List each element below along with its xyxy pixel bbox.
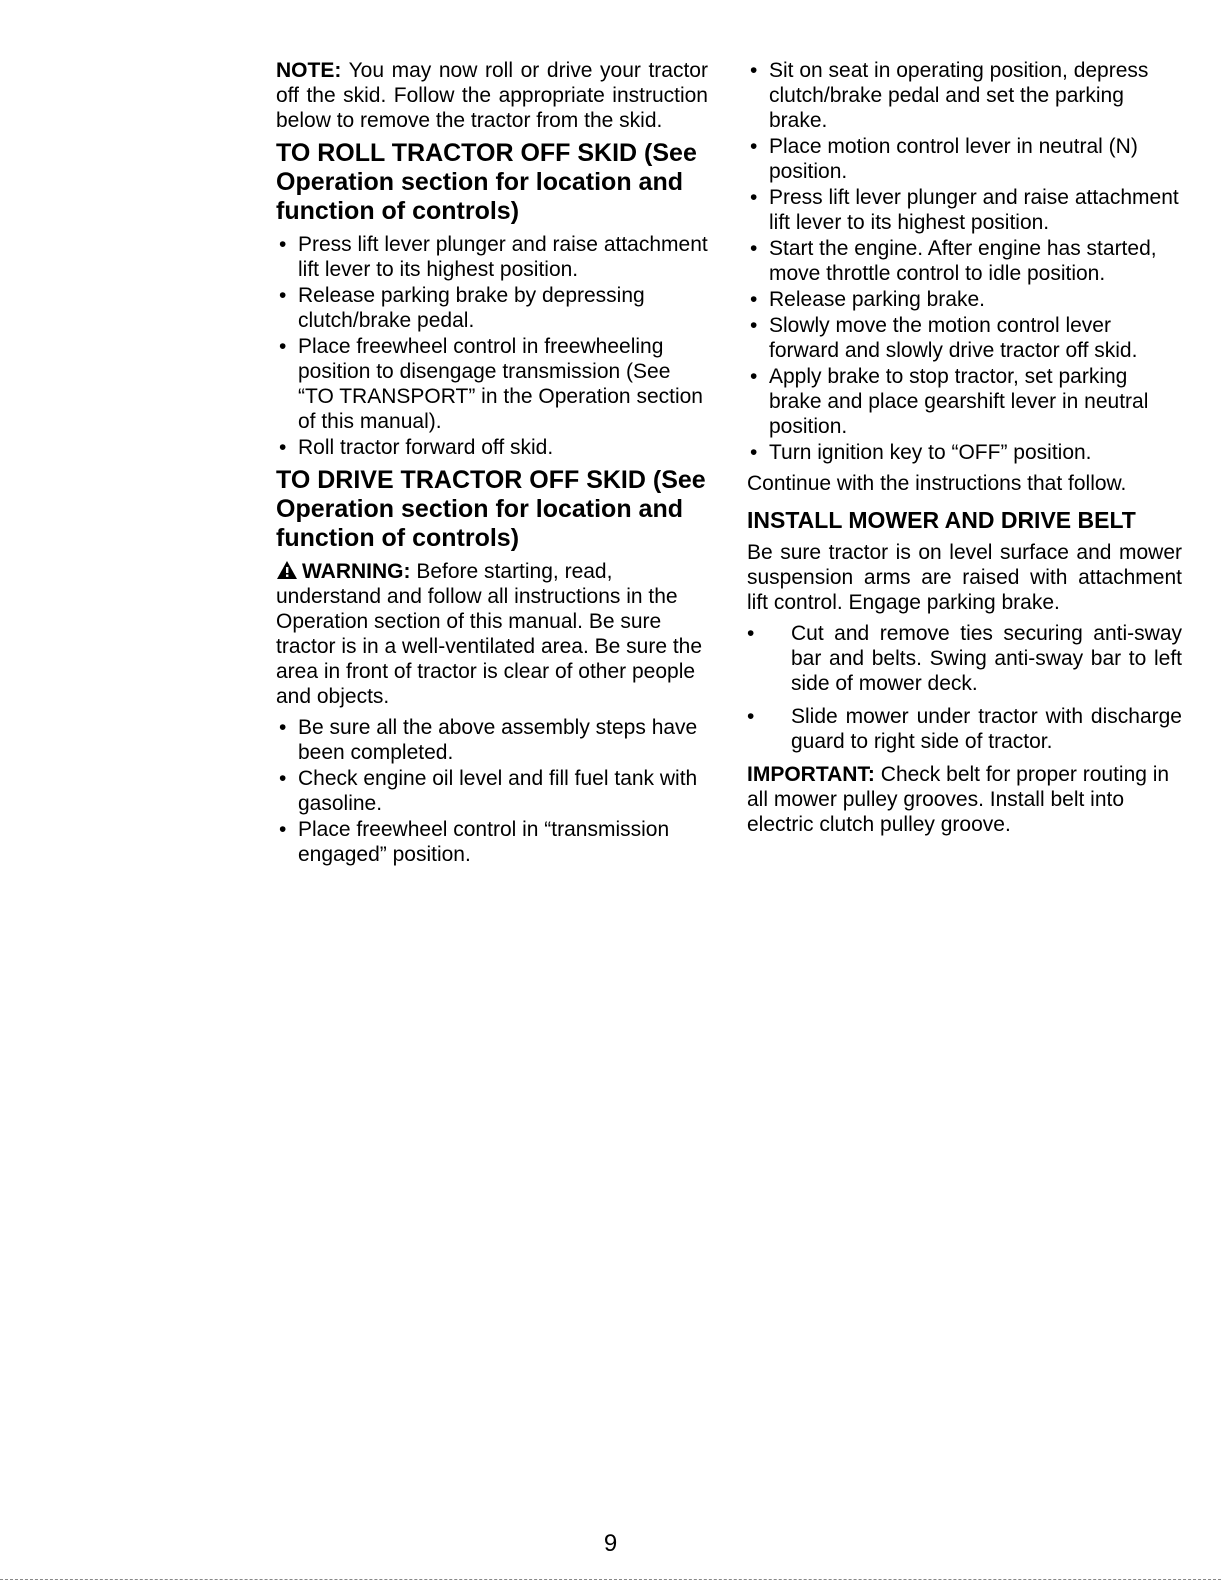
bottom-divider [0, 1579, 1221, 1581]
bullet-icon: • [750, 288, 758, 311]
list-item: • Apply brake to stop tractor, set parking brake and place gearshift lever in neutral position. [750, 365, 1149, 438]
list-item: • Check engine oil level and fill fuel tank with gasoline. [279, 767, 698, 815]
bullet-icon: • [750, 365, 758, 388]
bullet-icon: • [279, 767, 287, 790]
list-item: • Place freewheel control in “transmission engaged” position. [279, 818, 670, 866]
note-paragraph [276, 58, 708, 133]
note-lead: NOTE: [276, 59, 342, 82]
install-steps-list [747, 621, 1182, 754]
list-item: • Slowly move the motion control lever forward and slowly drive tractor off skid. [750, 314, 1138, 362]
list-item: • Sit on seat in operating position, depress clutch/brake pedal and set the parking brake. [750, 59, 1149, 132]
important-text: Check belt for proper routing in all mower pulley grooves. Install belt into electric clutch pulley groove. [747, 763, 1170, 836]
bullet-icon: • [747, 705, 755, 728]
list-item: • Turn ignition key to “OFF” position. [750, 441, 1092, 464]
list-item: • Place motion control lever in neutral (N) position. [750, 135, 1138, 183]
bullet-icon: • [750, 237, 758, 260]
important-paragraph [747, 762, 1182, 837]
warning-triangle-icon [276, 560, 298, 580]
warning-paragraph [276, 559, 708, 709]
warning-text: Before starting, read, understand and follow all instructions in the Operation section of this manual. Be sure tractor is in a well-ventilated area. Be sure the area in front of tractor is clear of other people and objects. [276, 560, 703, 708]
important-lead: IMPORTANT: [747, 763, 875, 786]
list-item: • Slide mower under tractor with discharge guard to right side of tractor. [747, 705, 1182, 753]
bullet-icon: • [279, 233, 287, 256]
continue-text: Continue with the instructions that follow. [747, 472, 1127, 495]
bullet-icon: • [750, 135, 758, 158]
bullet-icon: • [279, 436, 287, 459]
page-number: 9 [603, 1530, 618, 1557]
bullet-icon: • [750, 314, 758, 337]
bullet-icon: • [750, 186, 758, 209]
list-item: • Be sure all the above assembly steps have been completed. [279, 716, 698, 764]
list-item: • Release parking brake by depressing clutch/brake pedal. [279, 284, 645, 332]
bullet-icon: • [750, 441, 758, 464]
note-text: You may now roll or drive your tractor off the skid. Follow the appropriate instruction below to remove the tractor from the skid. [276, 59, 708, 132]
drive-steps-continued-list [747, 58, 1182, 465]
list-item: • Press lift lever plunger and raise attachment lift lever to its highest position. [750, 186, 1179, 234]
list-item: • Place freewheel control in freewheeling position to disengage transmission (See “TO TRANSPORT” in the Operation section of this manual). [279, 335, 703, 433]
drive-steps-list [276, 715, 708, 867]
list-item: • Release parking brake. [750, 288, 985, 311]
roll-steps-list [276, 232, 708, 460]
list-item: • Start the engine. After engine has started, move throttle control to idle position. [750, 237, 1157, 285]
bullet-icon: • [279, 818, 287, 841]
bullet-icon: • [279, 284, 287, 307]
right-column [747, 58, 1182, 843]
bullet-icon: • [747, 622, 755, 645]
warning-lead: WARNING: [302, 560, 411, 583]
list-item: • Roll tractor forward off skid. [279, 436, 554, 459]
drive-tractor-heading: TO DRIVE TRACTOR OFF SKID (See Operation section for location and function of controls) [276, 466, 706, 552]
bullet-icon: • [279, 716, 287, 739]
left-column [276, 58, 708, 873]
install-mower-heading: INSTALL MOWER AND DRIVE BELT [747, 507, 1136, 533]
install-intro: Be sure tractor is on level surface and mower suspension arms are raised with attachment lift control. Engage parking brake. [747, 541, 1182, 614]
roll-tractor-heading: TO ROLL TRACTOR OFF SKID (See Operation section for location and function of controls) [276, 139, 697, 225]
bullet-icon: • [279, 335, 287, 358]
bullet-icon: • [750, 59, 758, 82]
list-item: • Cut and remove ties securing anti-sway bar and belts. Swing anti-sway bar to left side of mower deck. [747, 622, 1182, 695]
list-item: • Press lift lever plunger and raise attachment lift lever to its highest position. [279, 233, 708, 281]
